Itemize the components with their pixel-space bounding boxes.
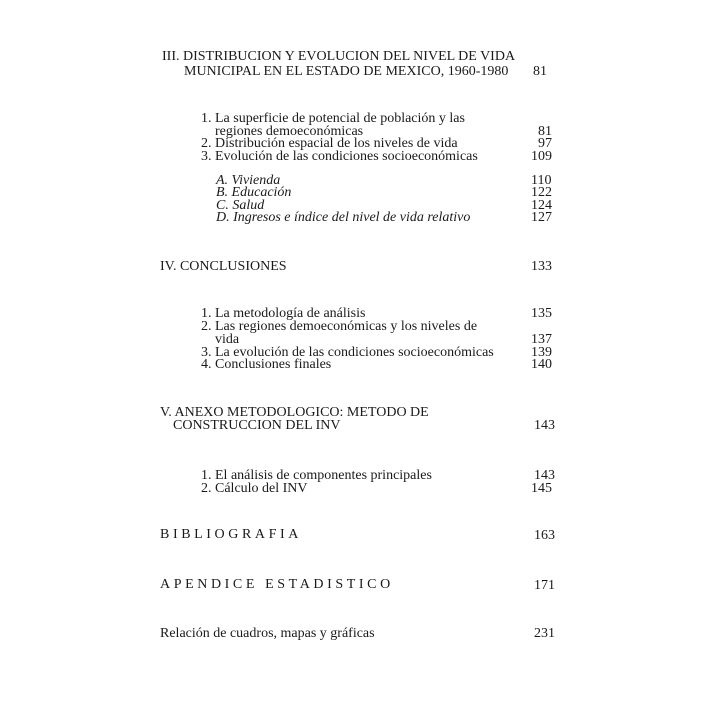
iii-subitem-b: B. Educación [216, 185, 292, 200]
section-v-title-line2: CONSTRUCCION DEL INV [173, 418, 341, 433]
apendice-title: APENDICE ESTADISTICO [160, 577, 394, 592]
iv-item-2-page: 137 [531, 332, 552, 347]
iii-subitem-a-page: 110 [531, 173, 552, 188]
iii-subitem-c-page: 124 [531, 198, 552, 213]
bibliografia-title: BIBLIOGRAFIA [160, 527, 302, 542]
relacion-title: Relación de cuadros, mapas y gráficas [160, 626, 375, 641]
iii-subitem-b-page: 122 [531, 185, 552, 200]
iii-item-1-line2: regiones demoeconómicas [215, 124, 364, 139]
section-iii-page: 81 [533, 64, 547, 79]
iii-subitem-c: C. Salud [216, 198, 265, 213]
iv-item-1: 1. La metodología de análisis [201, 306, 366, 321]
section-v-page: 143 [534, 418, 555, 433]
section-iii-title-line2: MUNICIPAL EN EL ESTADO DE MEXICO, 1960-1980 [184, 64, 509, 79]
iv-item-3: 3. La evolución de las condiciones socioeconómicas [201, 345, 494, 360]
apendice-page: 171 [534, 578, 555, 593]
iii-item-3-page: 109 [531, 149, 552, 164]
iii-subitem-d: D. Ingresos e índice del nivel de vida relativo [216, 210, 471, 225]
relacion-page: 231 [534, 626, 555, 641]
v-item-2: 2. Cálculo del INV [201, 481, 308, 496]
section-iii-title-line1: III. DISTRIBUCION Y EVOLUCION DEL NIVEL DE VIDA [162, 49, 516, 64]
iv-item-2-line2: vida [215, 332, 240, 347]
section-iv-title: IV. CONCLUSIONES [160, 259, 287, 274]
section-iv-page: 133 [531, 259, 552, 274]
bibliografia-page: 163 [534, 528, 555, 543]
iv-item-4: 4. Conclusiones finales [201, 357, 332, 372]
v-item-2-page: 145 [531, 481, 552, 496]
iv-item-3-page: 139 [531, 345, 552, 360]
iii-subitem-d-page: 127 [531, 210, 552, 225]
iv-item-4-page: 140 [531, 357, 552, 372]
iii-item-1-line1: 1. La superficie de potencial de población y las [201, 111, 465, 126]
iii-item-2-page: 97 [538, 136, 552, 151]
section-v-title-line1: V. ANEXO METODOLOGICO: METODO DE [160, 405, 429, 420]
iii-item-3: 3. Evolución de las condiciones socioeconómicas [201, 149, 478, 164]
iv-item-2-line1: 2. Las regiones demoeconómicas y los niveles de [201, 319, 478, 334]
iii-item-1-page: 81 [538, 124, 552, 139]
v-item-1-page: 143 [534, 468, 555, 483]
iv-item-1-page: 135 [531, 306, 552, 321]
iii-item-2: 2. Distribución espacial de los niveles de vida [201, 136, 458, 151]
v-item-1: 1. El análisis de componentes principales [201, 468, 432, 483]
iii-subitem-a: A. Vivienda [216, 173, 281, 188]
